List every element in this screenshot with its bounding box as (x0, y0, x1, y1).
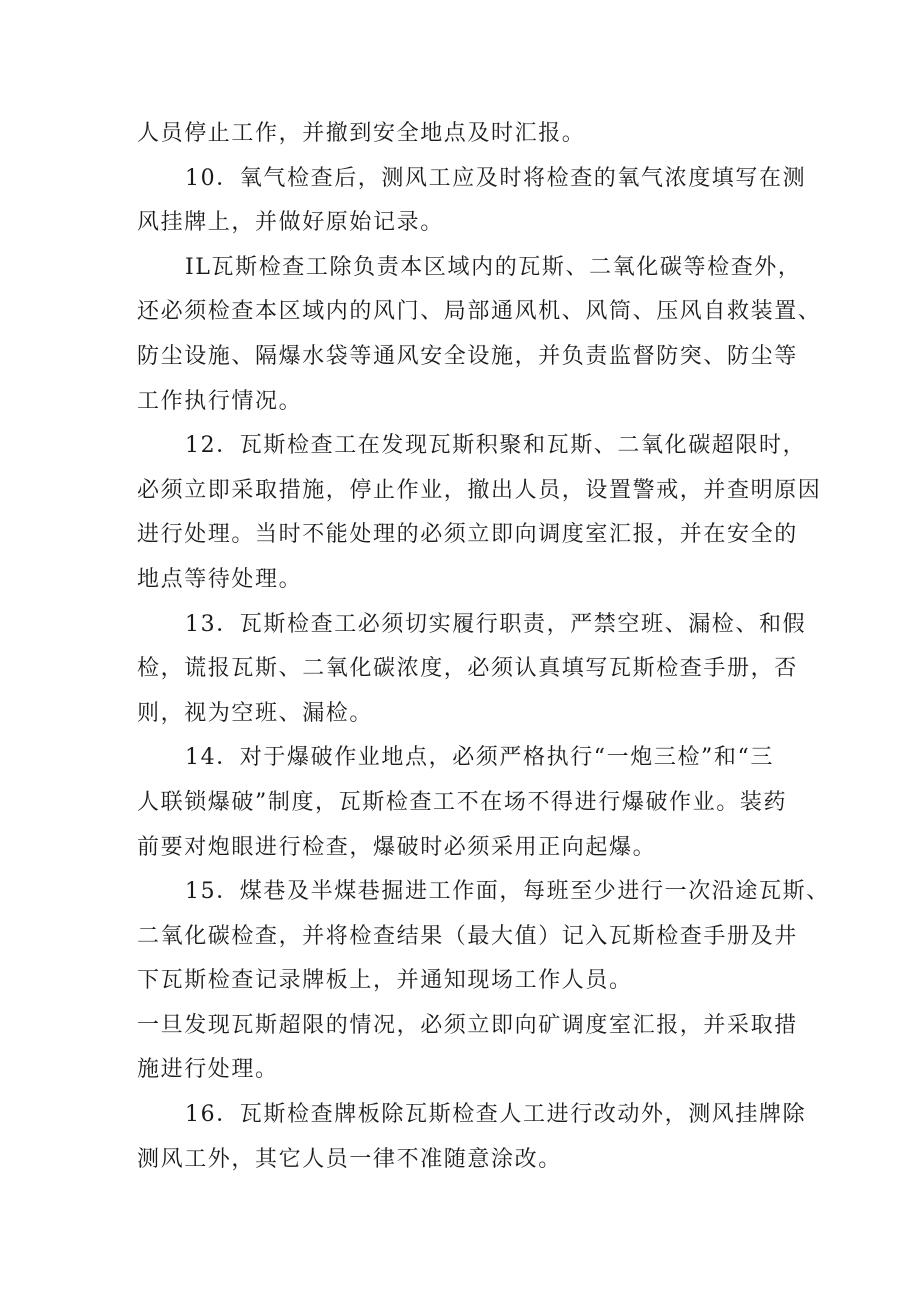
text-line: IL瓦斯检查工除负责本区域内的瓦斯、二氧化碳等检查外， (185, 254, 802, 280)
text-line: 14．对于爆破作业地点，必须严格执行“一炮三检”和“三 (185, 745, 774, 771)
text-line: 二氧化碳检查，并将检查结果（最大值）记入瓦斯检查手册及井 (137, 923, 798, 949)
text-line: 检，谎报瓦斯、二氧化碳浓度，必须认真填写瓦斯检查手册，否 (137, 656, 798, 682)
text-line: 风挂牌上，并做好原始记录。 (137, 210, 444, 236)
text-line: 12．瓦斯检查工在发现瓦斯积聚和瓦斯、二氧化碳超限时， (185, 433, 807, 459)
text-line: 人员停止工作，并撤到安全地点及时汇报。 (137, 121, 586, 146)
text-line: 则，视为空班、漏检。 (137, 700, 374, 726)
text-line: 一旦发现瓦斯超限的情况，必须立即向矿调度室汇报，并采取措 (137, 1012, 798, 1038)
text-line: 测风工外，其它人员一律不准随意涂改。 (137, 1146, 562, 1172)
text-line: 工作执行情况。 (137, 388, 303, 414)
text-line: 地点等待处理。 (137, 566, 303, 592)
text-line: 13．瓦斯检查工必须切实履行职责，严禁空班、漏检、和假 (185, 611, 807, 637)
text-line: 还必须检查本区域内的风门、局部通风机、风筒、压风自救装置、 (137, 299, 822, 325)
text-line: 人联锁爆破”制度，瓦斯检查工不在场不得进行爆破作业。装药 (137, 789, 788, 815)
text-line: 15．煤巷及半煤巷掘进工作面，每班至少进行一次沿途瓦斯、 (185, 879, 830, 905)
text-line: 进行处理。当时不能处理的必须立即向调度室汇报，并在安全的 (137, 522, 798, 548)
text-line: 防尘设施、隔爆水袋等通风安全设施，并负责监督防突、防尘等 (137, 343, 798, 369)
text-line: 前要对炮眼进行检查，爆破时必须采用正向起爆。 (137, 834, 657, 860)
text-line: 下瓦斯检查记录牌板上，并通知现场工作人员。 (137, 968, 633, 994)
text-line: 16．瓦斯检查牌板除瓦斯检查人工进行改动外，测风挂牌除 (185, 1102, 807, 1128)
text-line: 必须立即采取措施，停止作业，撤出人员，设置警戒，并查明原因 (137, 477, 822, 503)
text-line: 施进行处理。 (137, 1057, 279, 1083)
text-line: 10．氧气检查后，测风工应及时将检查的氧气浓度填写在测 (185, 165, 807, 191)
